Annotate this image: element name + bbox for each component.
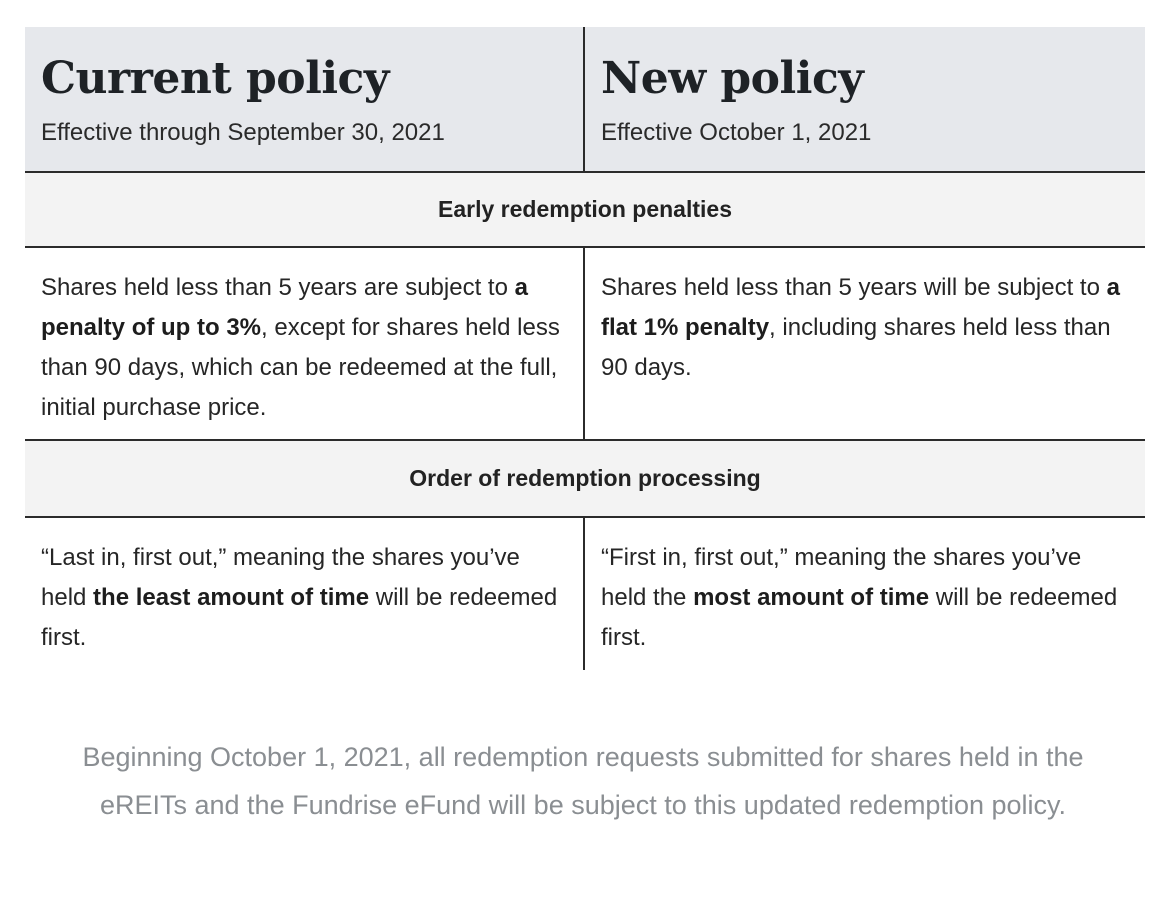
current-policy-penalty-text <box>25 248 585 439</box>
text-span: “Last in, first out,” meaning the shares you’ve held <box>41 544 520 611</box>
new-policy-penalty-text <box>585 248 1145 439</box>
section-heading-order-processing: Order of redemption processing <box>25 439 1145 518</box>
emphasis-text: a flat 1% penalty <box>601 274 1120 341</box>
section-heading-early-redemption: Early redemption penalties <box>25 173 1145 248</box>
current-policy-effective-date: Effective through September 30, 2021 <box>41 119 445 146</box>
current-policy-order-text <box>25 518 585 670</box>
emphasis-text: the least amount of time <box>93 584 370 611</box>
current-policy-header <box>25 27 585 171</box>
table-header-row <box>25 27 1145 173</box>
new-policy-order-text <box>585 518 1145 670</box>
text-span: “First in, first out,” meaning the shares you’ve held the <box>601 544 1082 611</box>
current-policy-title: Current policy <box>41 53 389 104</box>
text-span: will be redeemed first. <box>601 584 1118 651</box>
text-span: will be redeemed first. <box>41 584 558 651</box>
emphasis-text: a penalty of up to 3% <box>41 274 528 341</box>
new-policy-effective-date: Effective October 1, 2021 <box>601 119 872 146</box>
text-span: , including shares held less than 90 days. <box>601 314 1111 381</box>
table-row-order-processing <box>25 518 1145 670</box>
new-policy-header <box>585 27 1145 171</box>
policy-comparison-table <box>25 27 1145 670</box>
text-span: , except for shares held less than 90 days, which can be redeemed at the full, initial purchase price. <box>41 314 560 421</box>
policy-footnote: Beginning October 1, 2021, all redemption requests submitted for shares held in the eREITs and the Fundrise eFund will be subject to this updated redemption policy. <box>82 742 1084 820</box>
text-span: Shares held less than 5 years will be subject to <box>601 274 1107 301</box>
table-row-early-redemption <box>25 248 1145 439</box>
new-policy-title: New policy <box>601 53 864 104</box>
text-span: Shares held less than 5 years are subject to <box>41 274 515 301</box>
emphasis-text: most amount of time <box>693 584 930 611</box>
